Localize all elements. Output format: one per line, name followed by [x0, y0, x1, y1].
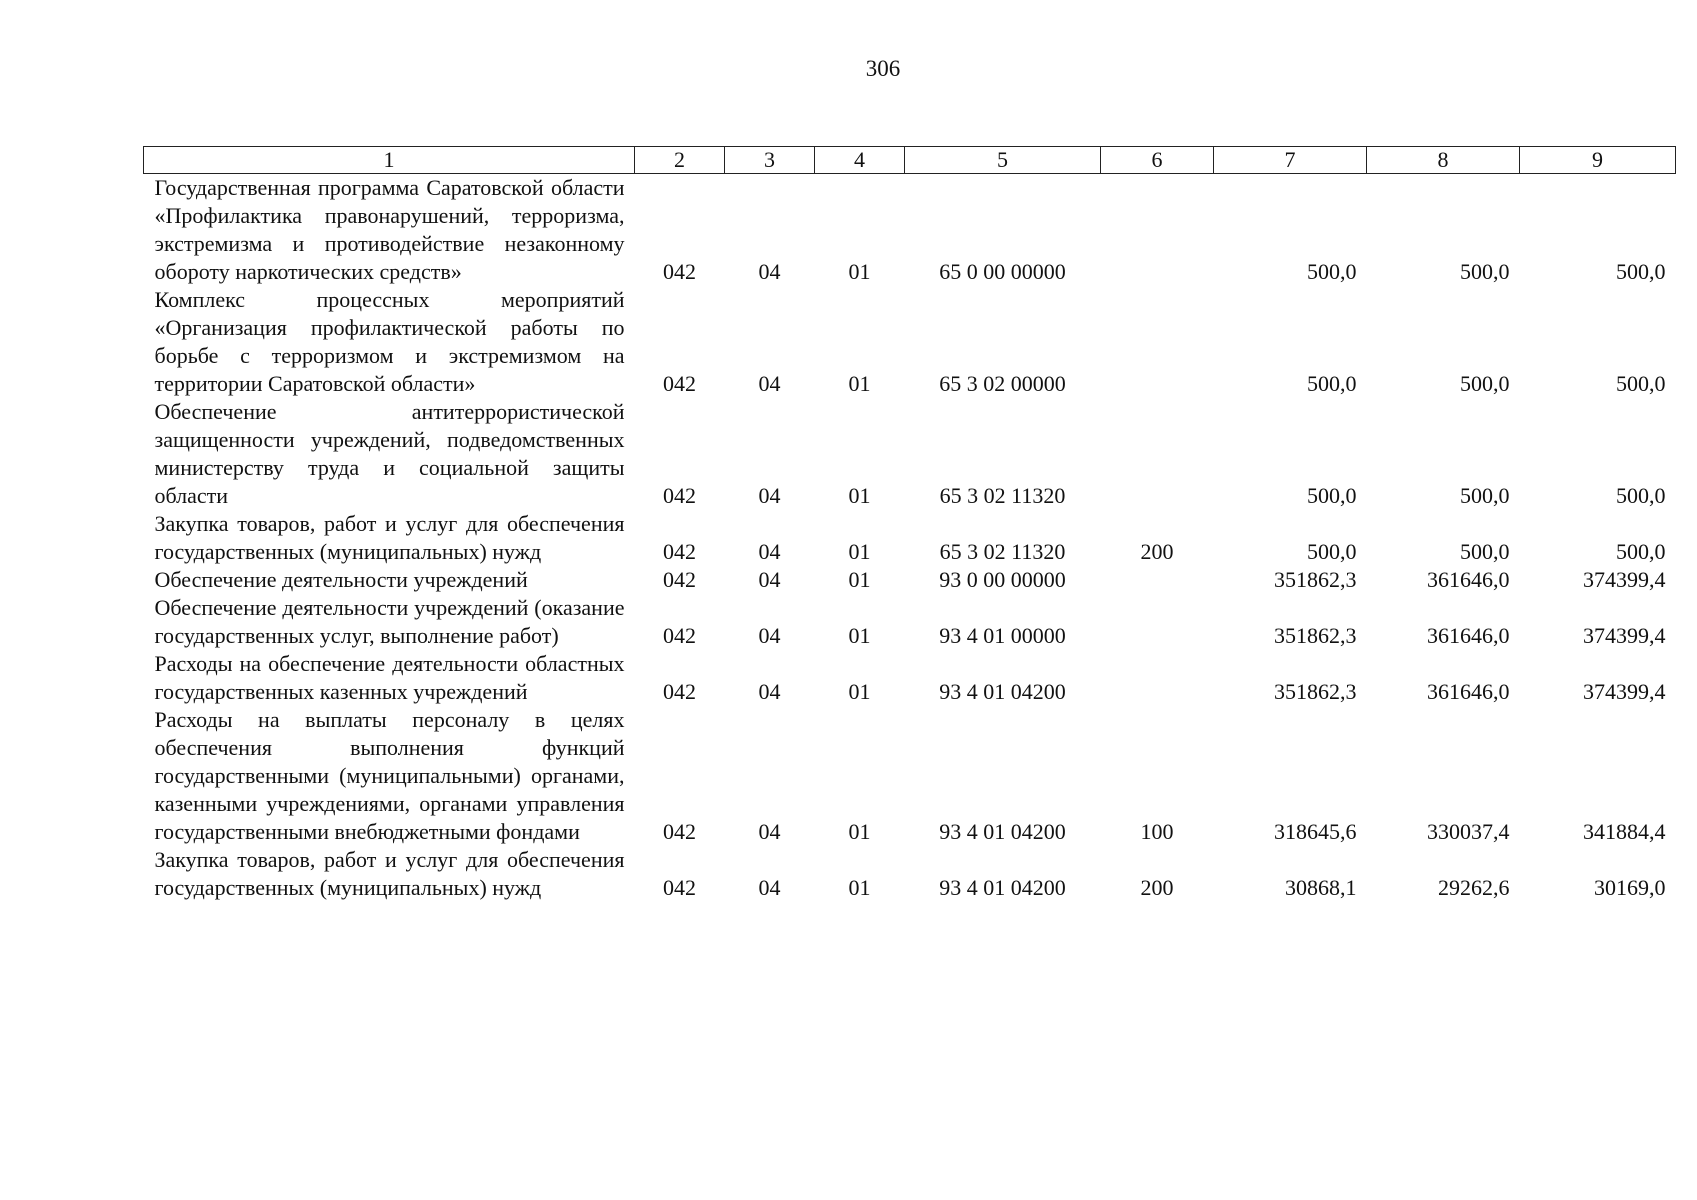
row-expense-type — [1101, 566, 1214, 594]
row-value-col9: 500,0 — [1616, 259, 1666, 284]
row-target-article: 93 4 01 04200 — [939, 819, 1066, 844]
row-section-code: 04 — [758, 567, 781, 592]
row-subsection-code: 01 — [848, 679, 871, 704]
row-subsection-code: 01 — [848, 483, 871, 508]
row-ved-code: 042 — [663, 819, 696, 844]
row-value-col8: 361646,0 — [1427, 679, 1510, 704]
row-expense-type: 200 — [1140, 539, 1174, 564]
row-ved-code: 042 — [663, 875, 696, 900]
table-row — [144, 286, 1676, 398]
table-row — [144, 566, 1676, 594]
row-value-col9: 500,0 — [1616, 371, 1666, 396]
column-header: 5 — [905, 147, 1101, 174]
row-value-col9: 341884,4 — [1583, 819, 1666, 844]
row-value-col7: 351862,3 — [1274, 623, 1357, 648]
row-target-article: 93 4 01 00000 — [939, 623, 1066, 648]
row-expense-type — [1101, 594, 1214, 650]
column-header: 8 — [1367, 147, 1520, 174]
column-header: 9 — [1520, 147, 1676, 174]
row-value-col9: 30169,0 — [1594, 875, 1666, 900]
row-subsection-code: 01 — [848, 371, 871, 396]
table-row — [144, 706, 1676, 846]
row-value-col8: 361646,0 — [1427, 623, 1510, 648]
row-value-col9: 374399,4 — [1583, 623, 1666, 648]
row-subsection-code: 01 — [848, 567, 871, 592]
row-expense-type — [1101, 650, 1214, 706]
row-value-col8: 500,0 — [1460, 483, 1510, 508]
table-row — [144, 510, 1676, 566]
row-section-code: 04 — [758, 539, 781, 564]
row-value-col9: 500,0 — [1616, 539, 1666, 564]
row-target-article: 93 4 01 04200 — [939, 875, 1066, 900]
row-section-code: 04 — [758, 875, 781, 900]
row-ved-code: 042 — [663, 259, 696, 284]
row-expense-type — [1101, 174, 1214, 287]
row-name: Государственная программа Саратовской области «Профилактика правонарушений, терроризма, экстремизма и противодействие незаконному обороту наркотических средств» — [154, 175, 625, 284]
row-name: Расходы на обеспечение деятельности областных государственных казенных учреждений — [154, 651, 625, 704]
row-value-col9: 374399,4 — [1583, 679, 1666, 704]
row-target-article: 65 3 02 11320 — [939, 539, 1066, 564]
row-ved-code: 042 — [663, 679, 696, 704]
column-header: 6 — [1101, 147, 1214, 174]
column-header: 3 — [725, 147, 815, 174]
column-header: 7 — [1214, 147, 1367, 174]
row-value-col8: 500,0 — [1460, 539, 1510, 564]
table-header-row — [144, 147, 1676, 174]
budget-table — [143, 146, 1676, 902]
row-value-col8: 29262,6 — [1438, 875, 1510, 900]
row-expense-type — [1101, 398, 1214, 510]
row-expense-type — [1101, 286, 1214, 398]
row-name: Обеспечение антитеррористической защищенности учреждений, подведомственных министерству труда и социальной защиты области — [154, 399, 625, 508]
row-name: Обеспечение деятельности учреждений (оказание государственных услуг, выполнение работ) — [154, 595, 625, 648]
row-value-col7: 500,0 — [1307, 539, 1357, 564]
row-ved-code: 042 — [663, 567, 696, 592]
row-name: Закупка товаров, работ и услуг для обеспечения государственных (муниципальных) нужд — [154, 511, 625, 564]
row-section-code: 04 — [758, 679, 781, 704]
row-value-col8: 500,0 — [1460, 259, 1510, 284]
page-number: 306 — [865, 56, 901, 81]
row-subsection-code: 01 — [848, 819, 871, 844]
row-name: Закупка товаров, работ и услуг для обеспечения государственных (муниципальных) нужд — [154, 847, 625, 900]
row-section-code: 04 — [758, 259, 781, 284]
row-value-col7: 500,0 — [1307, 483, 1357, 508]
row-name: Расходы на выплаты персоналу в целях обеспечения выполнения функций государственными (муниципальными) органами, казенными учреждениями, органами управления государственными внебюджетными фондами — [154, 707, 625, 844]
row-subsection-code: 01 — [848, 259, 871, 284]
row-ved-code: 042 — [663, 371, 696, 396]
row-value-col7: 500,0 — [1307, 259, 1357, 284]
row-value-col9: 374399,4 — [1583, 567, 1666, 592]
row-target-article: 93 0 00 00000 — [939, 567, 1066, 592]
column-header: 2 — [635, 147, 725, 174]
row-value-col8: 361646,0 — [1427, 567, 1510, 592]
table-row — [144, 398, 1676, 510]
row-target-article: 93 4 01 04200 — [939, 679, 1066, 704]
row-value-col7: 351862,3 — [1274, 679, 1357, 704]
row-value-col7: 318645,6 — [1274, 819, 1357, 844]
row-ved-code: 042 — [663, 539, 696, 564]
row-value-col7: 30868,1 — [1285, 875, 1357, 900]
row-section-code: 04 — [758, 483, 781, 508]
table-row — [144, 650, 1676, 706]
table-row — [144, 174, 1676, 287]
row-name: Комплекс процессных мероприятий «Организация профилактической работы по борьбе с терроризмом и экстремизмом на территории Саратовской области» — [154, 287, 625, 396]
row-subsection-code: 01 — [848, 623, 871, 648]
row-value-col9: 500,0 — [1616, 483, 1666, 508]
row-subsection-code: 01 — [848, 539, 871, 564]
row-value-col8: 330037,4 — [1427, 819, 1510, 844]
row-expense-type: 200 — [1140, 875, 1174, 900]
row-value-col7: 351862,3 — [1274, 567, 1357, 592]
row-target-article: 65 3 02 11320 — [939, 483, 1066, 508]
table-row — [144, 594, 1676, 650]
column-header: 1 — [144, 147, 635, 174]
row-section-code: 04 — [758, 371, 781, 396]
row-ved-code: 042 — [663, 623, 696, 648]
row-expense-type: 100 — [1140, 819, 1174, 844]
row-value-col8: 500,0 — [1460, 371, 1510, 396]
row-section-code: 04 — [758, 623, 781, 648]
row-subsection-code: 01 — [848, 875, 871, 900]
row-target-article: 65 0 00 00000 — [939, 259, 1066, 284]
row-value-col7: 500,0 — [1307, 371, 1357, 396]
row-ved-code: 042 — [663, 483, 696, 508]
table-row — [144, 846, 1676, 902]
row-name: Обеспечение деятельности учреждений — [154, 567, 528, 592]
row-target-article: 65 3 02 00000 — [939, 371, 1066, 396]
column-header: 4 — [815, 147, 905, 174]
row-section-code: 04 — [758, 819, 781, 844]
